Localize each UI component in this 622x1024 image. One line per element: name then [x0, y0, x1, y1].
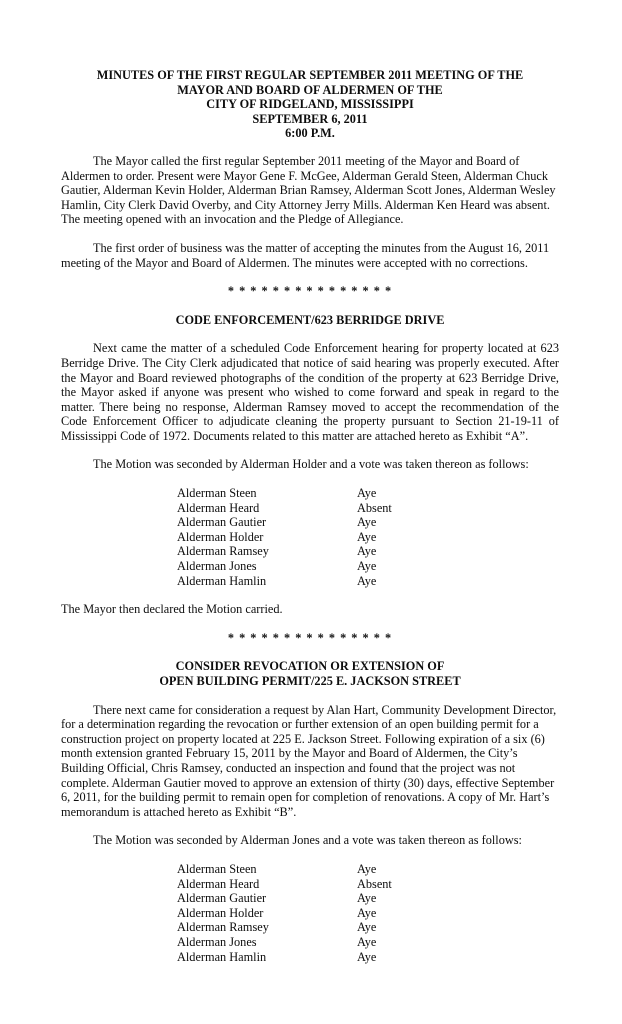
section-1-heading-line-1: CODE ENFORCEMENT/623 BERRIDGE DRIVE — [175, 312, 445, 327]
section-1-result: The Mayor then declared the Motion carried. — [61, 602, 283, 617]
vote-row — [177, 486, 559, 501]
vote-row — [177, 935, 559, 950]
title-line-1: MINUTES OF THE FIRST REGULAR SEPTEMBER 2011 MEETING OF THE — [96, 68, 524, 82]
vote-value: Aye — [357, 515, 377, 530]
title-line-2: MAYOR AND BOARD OF ALDERMEN OF THE — [177, 82, 443, 97]
vote-value: Aye — [357, 544, 377, 559]
vote-alderman-name: Alderman Steen — [177, 861, 257, 876]
section-2-body: There next came for consideration a request by Alan Hart, Community Development Director, for a determination regarding the revocation or further extension of an open building permit for a construction project on property located at 225 E. Jackson Street. Following expiration of a six (6) month extension granted February 15, 2011 by the Mayor and Board of Aldermen, the City’s Building Official, Chris Ramsey, conducted an inspection and found that the project was not complete. Alderman Gautier moved to approve an extension of thirty (30) days, effective September 6, 2011, for the building permit to remain open for completion of renovations. A copy of Mr. Hart’s memorandum is attached hereto as Exhibit “B”. — [61, 702, 557, 819]
vote-alderman-name: Alderman Hamlin — [177, 949, 267, 964]
vote-value: Absent — [357, 876, 392, 891]
vote-alderman-name: Alderman Ramsey — [177, 920, 269, 935]
vote-row — [177, 862, 559, 877]
vote-row — [177, 559, 559, 574]
vote-value: Aye — [357, 905, 377, 920]
vote-row — [177, 877, 559, 892]
doc-title — [61, 68, 559, 141]
asterisk-separator: * * * * * * * * * * * * * * * — [227, 284, 393, 299]
vote-alderman-name: Alderman Holder — [177, 529, 264, 544]
vote-alderman-name: Alderman Holder — [177, 905, 264, 920]
section-2-heading — [61, 659, 559, 688]
vote-alderman-name: Alderman Gautier — [177, 891, 267, 906]
vote-value: Aye — [357, 529, 377, 544]
title-line-5: 6:00 P.M. — [285, 126, 335, 141]
vote-row — [177, 544, 559, 559]
vote-row — [177, 515, 559, 530]
vote-alderman-name: Alderman Heard — [177, 876, 260, 891]
vote-alderman-name: Alderman Jones — [177, 559, 257, 574]
vote-row — [177, 891, 559, 906]
title-line-4: SEPTEMBER 6, 2011 — [252, 111, 368, 126]
section-1-motion-line: The Motion was seconded by Alderman Holder and a vote was taken thereon as follows: — [93, 457, 529, 472]
vote-row — [177, 906, 559, 921]
vote-alderman-name: Alderman Ramsey — [177, 544, 269, 559]
section-2-vote-table — [177, 862, 559, 964]
vote-value: Aye — [357, 573, 377, 588]
title-line-3: CITY OF RIDGELAND, MISSISSIPPI — [206, 97, 414, 112]
vote-value: Aye — [357, 861, 377, 876]
vote-value: Aye — [357, 920, 377, 935]
vote-value: Aye — [357, 934, 377, 949]
section-2-heading-line-2: OPEN BUILDING PERMIT/225 E. JACKSON STREET — [159, 674, 461, 688]
vote-alderman-name: Alderman Gautier — [177, 515, 267, 530]
section-1-vote-table — [177, 486, 559, 588]
vote-alderman-name: Alderman Hamlin — [177, 573, 267, 588]
vote-row — [177, 530, 559, 545]
vote-value: Aye — [357, 486, 377, 501]
vote-alderman-name: Alderman Heard — [177, 500, 260, 515]
asterisk-separator-2: * * * * * * * * * * * * * * * — [227, 630, 393, 645]
vote-row — [177, 574, 559, 589]
paragraph-opening: The Mayor called the first regular September 2011 meeting of the Mayor and Board of Aldermen to order. Present were Mayor Gene F. McGee, Alderman Gerald Steen, Alderman Chuck Gautier, Alderman Kevin Holder, Alderman Brian Ramsey, Alderman Scott Jones, Alderman Wesley Hamlin, City Clerk David Overby, and City Attorney Jerry Mills. Alderman Ken Heard was absent. The meeting opened with an invocation and the Pledge of Allegiance. — [61, 153, 556, 227]
vote-value: Absent — [357, 500, 392, 515]
vote-row — [177, 501, 559, 516]
vote-value: Aye — [357, 949, 377, 964]
vote-alderman-name: Alderman Jones — [177, 934, 257, 949]
section-2-heading-line-1: CONSIDER REVOCATION OR EXTENSION OF — [175, 659, 445, 674]
section-1-heading — [61, 313, 559, 328]
vote-value: Aye — [357, 559, 377, 574]
vote-row — [177, 920, 559, 935]
vote-row — [177, 950, 559, 965]
section-1-body: Next came the matter of a scheduled Code Enforcement hearing for property located at 623 Berridge Drive. The City Clerk adjudicated that notice of said hearing was properly executed. After the Mayor and Board reviewed photographs of the condition of the property at 623 Berridge Drive, the Mayor asked if anyone was present who wished to come forward and speak in regard to the matter. There being no response, Alderman Ramsey moved to accept the recommendation of the Code Enforcement Officer to adjudicate cleaning the property pursuant to Section 21-19-11 of Mississippi Code of 1972. Documents related to this matter are attached hereto as Exhibit “A”. — [61, 341, 559, 443]
vote-alderman-name: Alderman Steen — [177, 486, 257, 501]
paragraph-minutes-acceptance: The first order of business was the matter of accepting the minutes from the August 16, 2011 meeting of the Mayor and Board of Aldermen. The minutes were accepted with no corrections. — [61, 240, 550, 270]
vote-value: Aye — [357, 891, 377, 906]
section-2-motion-line: The Motion was seconded by Alderman Jones and a vote was taken thereon as follows: — [93, 833, 522, 848]
